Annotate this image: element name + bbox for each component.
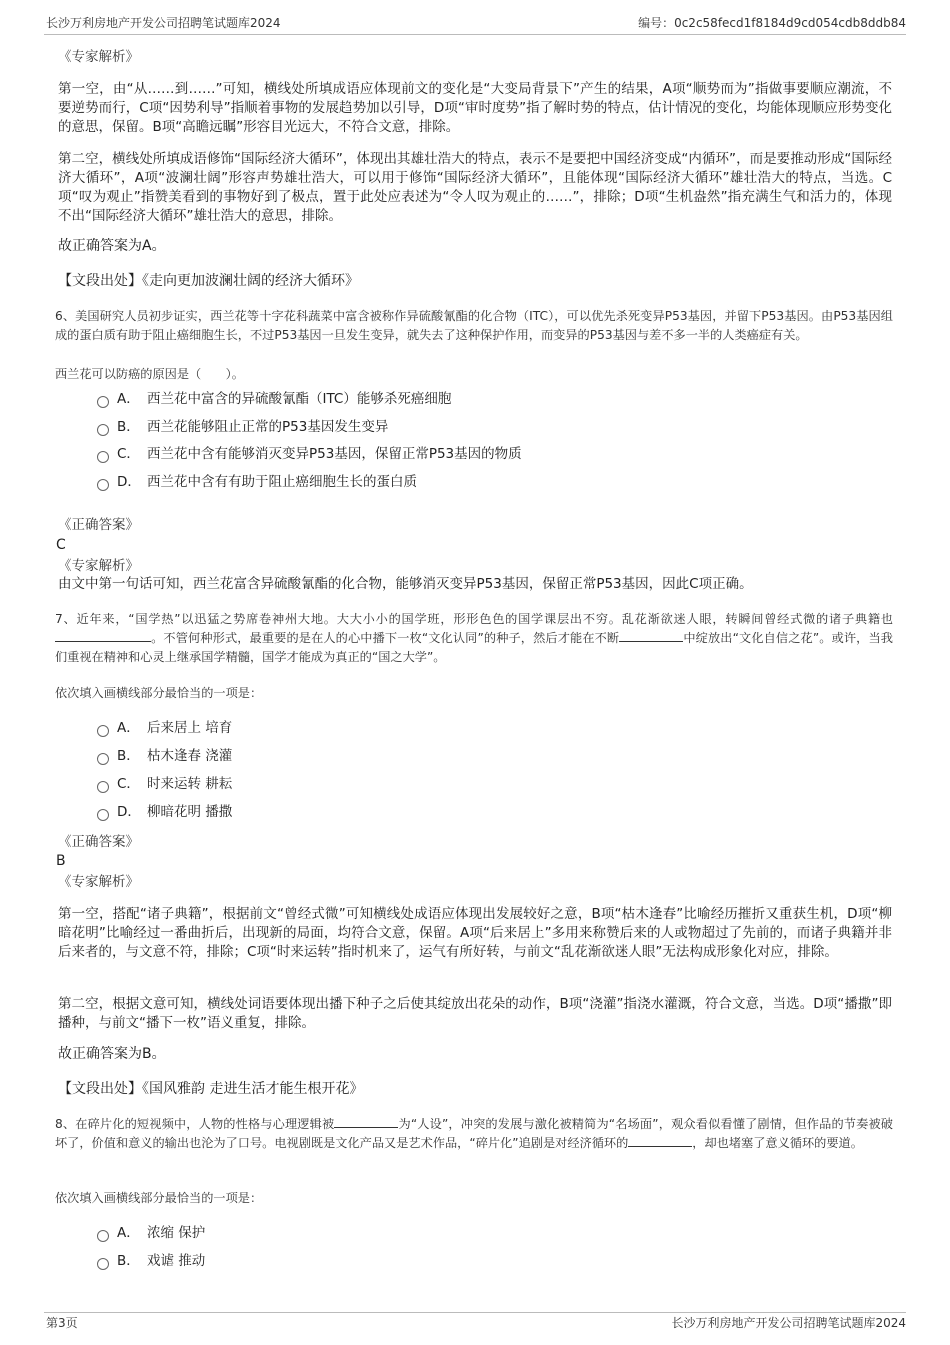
header-title: 长沙万利房地产开发公司招聘笔试题库2024 bbox=[46, 16, 281, 30]
radio-icon[interactable] bbox=[97, 781, 109, 793]
option-text: 西兰花能够阻止正常的P53基因发生变异 bbox=[147, 419, 389, 435]
stem-text: 8、在碎片化的短视频中，人物的性格与心理逻辑被 bbox=[55, 1117, 335, 1131]
header-code: 编号：0c2c58fecd1f8184d9cd054cdb8ddb84 bbox=[638, 16, 906, 30]
option-text: 浓缩 保护 bbox=[147, 1225, 206, 1241]
blank-2 bbox=[628, 1134, 692, 1147]
question-stem bbox=[55, 610, 893, 667]
answer-conclusion: 故正确答案为A。 bbox=[58, 238, 166, 254]
radio-icon[interactable] bbox=[97, 479, 109, 491]
option-a[interactable] bbox=[97, 1222, 205, 1244]
question-stem bbox=[55, 1115, 893, 1153]
option-key: B． bbox=[117, 419, 140, 435]
radio-icon[interactable] bbox=[97, 725, 109, 737]
analysis-paragraph: 第二空，横线处所填成语修饰“国际经济大循环”，体现出其雄壮浩大的特点，表示不是要把中国经济变成“内循环”，而是要推动形成“国际经济大循环”，A项“波澜壮阔”形容声势雄壮浩大，可以用于修饰“国际经济大循环”，且能体现“国际经济大循环”雄壮浩大的特点，当选。C项“叹为观止”指赞美看到的事物好到了极点，置于此处应表述为“令人叹为观止的……”，排除；D项“生机盎然”指充满生气和活力的，体现不出“国际经济大循环”雄壮浩大的意思，排除。 bbox=[58, 151, 892, 224]
option-text: 西兰花中富含的异硫酸氰酯（ITC）能够杀死癌细胞 bbox=[147, 391, 452, 407]
option-text: 戏谑 推动 bbox=[147, 1253, 206, 1269]
answer-label: 《正确答案》 bbox=[58, 517, 139, 533]
source-citation: 【文段出处】《国风雅韵 走进生活才能生根开花》 bbox=[58, 1081, 364, 1097]
correct-answer: B bbox=[56, 853, 66, 869]
footer-title: 长沙万利房地产开发公司招聘笔试题库2024 bbox=[671, 1316, 906, 1330]
option-a[interactable] bbox=[97, 388, 451, 410]
radio-icon[interactable] bbox=[97, 424, 109, 436]
header-divider bbox=[44, 34, 906, 35]
correct-answer: C bbox=[56, 537, 66, 553]
option-d[interactable] bbox=[97, 471, 417, 493]
answer-label: 《正确答案》 bbox=[58, 834, 139, 850]
option-b[interactable] bbox=[97, 745, 232, 767]
option-d[interactable] bbox=[97, 801, 232, 823]
radio-icon[interactable] bbox=[97, 1258, 109, 1270]
option-text: 时来运转 耕耘 bbox=[147, 776, 233, 792]
answer-conclusion: 故正确答案为B。 bbox=[58, 1046, 166, 1062]
option-b[interactable] bbox=[97, 416, 388, 438]
analysis-paragraph: 第一空，搭配“诸子典籍”，根据前文“曾经式微”可知横线处成语应体现出发展较好之意，B项“枯木逢春”比喻经历摧折又重获生机，D项“柳暗花明”比喻经过一番曲折后，出现新的局面，均符合文意，保留。A项“后来居上”多用来称赞后来的人或物超过了先前的，而诸子典籍并非后来者的，与文意不符，排除；C项“时来运转”指时机来了，运气有所好转，与前文“乱花渐欲迷人眼”无法构成形象化对应，排除。 bbox=[58, 906, 892, 960]
blank-2 bbox=[619, 629, 683, 642]
stem-text: 中绽放出“文化自信之花”。或许，当我们重视在精神和心灵上继承国学精髓，国学才能成为真正的“国之大学”。 bbox=[55, 631, 893, 664]
blank-1 bbox=[334, 1115, 398, 1128]
option-b[interactable] bbox=[97, 1250, 205, 1272]
option-c[interactable] bbox=[97, 443, 522, 465]
option-key: A． bbox=[117, 391, 140, 407]
option-key: A． bbox=[117, 720, 140, 736]
stem-text: ，却也堵塞了意义循环的要道。 bbox=[692, 1136, 863, 1150]
source-citation: 【文段出处】《走向更加波澜壮阔的经济大循环》 bbox=[58, 273, 359, 289]
stem-text: 。不管何种形式，最重要的是在人的心中播下一枚“文化认同”的种子，然后才能在不断 bbox=[151, 631, 620, 645]
blank-1 bbox=[55, 629, 151, 642]
analysis-paragraph: 第一空，由“从……到……”可知，横线处所填成语应体现前文的变化是“大变局背景下”产生的结果，A项“顺势而为”指做事要顺应潮流，不要逆势而行，C项“因势利导”指顺着事物的发展趋势加以引导，D项“审时度势”指了解时势的特点，估计情况的变化，均能体现顺应形势变化的意思，保留。B项“高瞻远瞩”形容目光远大，不符合文意，排除。 bbox=[58, 81, 892, 135]
option-text: 枯木逢春 浇灌 bbox=[147, 748, 233, 764]
footer-divider bbox=[44, 1312, 906, 1313]
analysis-label: 《专家解析》 bbox=[58, 49, 139, 65]
radio-icon[interactable] bbox=[97, 809, 109, 821]
radio-icon[interactable] bbox=[97, 1230, 109, 1242]
question-stem: 6、美国研究人员初步证实，西兰花等十字花科蔬菜中富含被称作异硫酸氰酯的化合物（ITC），可以优先杀死变异P53基因，并留下P53基因。由P53基因组成的蛋白质有助于阻止癌细胞生长，不过P53基因一旦发生变异，就失去了这种保护作用，而变异的P53基因与差不多一半的人类癌症有关。 bbox=[55, 309, 893, 342]
page-header bbox=[46, 14, 906, 34]
page-number: 第3页 bbox=[46, 1316, 78, 1330]
radio-icon[interactable] bbox=[97, 396, 109, 408]
option-c[interactable] bbox=[97, 773, 232, 795]
radio-icon[interactable] bbox=[97, 753, 109, 765]
option-text: 柳暗花明 播撒 bbox=[147, 804, 233, 820]
option-text: 西兰花中含有能够消灭变异P53基因，保留正常P53基因的物质 bbox=[147, 446, 522, 462]
stem-text: 7、近年来，“国学热”以迅猛之势席卷神州大地。大大小小的国学班，形形色色的国学课层出不穷。乱花渐欲迷人眼，转瞬间曾经式微的诸子典籍也 bbox=[55, 612, 893, 626]
option-a[interactable] bbox=[97, 717, 232, 739]
option-key: D． bbox=[117, 804, 141, 820]
option-key: C． bbox=[117, 776, 140, 792]
radio-icon[interactable] bbox=[97, 451, 109, 463]
option-key: B． bbox=[117, 1253, 140, 1269]
option-key: A． bbox=[117, 1225, 140, 1241]
analysis-label: 《专家解析》 bbox=[58, 874, 139, 890]
question-ask: 西兰花可以防癌的原因是（ ）。 bbox=[55, 367, 244, 381]
analysis-paragraph: 第二空，根据文意可知，横线处词语要体现出播下种子之后使其绽放出花朵的动作，B项“浇灌”指浇水灌溉，符合文意，当选。D项“播撒”即播种，与前文“播下一枚”语义重复，排除。 bbox=[58, 996, 892, 1031]
analysis-label: 《专家解析》 bbox=[58, 558, 139, 574]
question-ask: 依次填入画横线部分最恰当的一项是： bbox=[55, 1191, 263, 1205]
question-ask: 依次填入画横线部分最恰当的一项是： bbox=[55, 686, 263, 700]
analysis-paragraph: 由文中第一句话可知，西兰花富含异硫酸氰酯的化合物，能够消灭变异P53基因，保留正常P53基因，因此C项正确。 bbox=[58, 576, 753, 592]
option-key: C． bbox=[117, 446, 140, 462]
option-key: B． bbox=[117, 748, 140, 764]
option-text: 西兰花中含有有助于阻止癌细胞生长的蛋白质 bbox=[147, 474, 417, 490]
option-text: 后来居上 培育 bbox=[147, 720, 233, 736]
option-key: D． bbox=[117, 474, 141, 490]
stem-text: 为“人设”，冲突的发展与激化被精简为“名场面”，观众看似看懂了剧情，但作品的节奏被破坏了，价值和意义的输出也沦为了口号。电视剧既是文化产品又是艺术作品，“碎片化”追剧是对经济循环的 bbox=[55, 1117, 893, 1150]
